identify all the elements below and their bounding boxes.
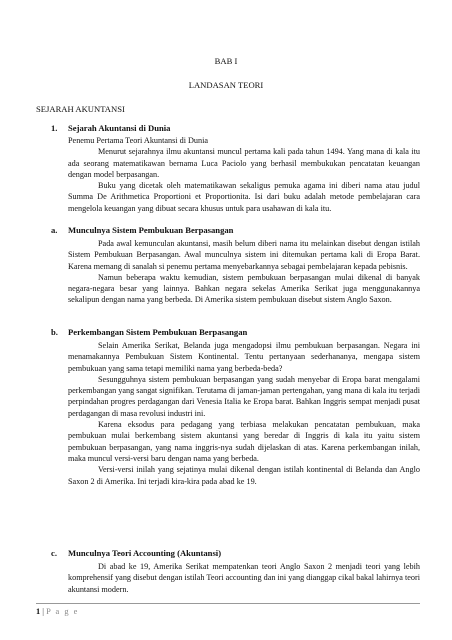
subtitle: Penemu Pertama Teori Akuntansi di Dunia [68, 136, 209, 145]
chapter-title: LANDASAN TEORI [188, 80, 264, 90]
paragraph: Karena eksodus para pedagang yang terbiasa melakukan pencatatan pembukuan, maka pembukuan mulai berkembang sistem akuntansi yang beredar di Inggris di kala itu yaitu sistem pembukuan berpasangan, yang nama inggris-nya sudah dijelaskan di atas. Karena perkembangan inilah, maka muncul versi-versi baru dengan nama yang berbeda. [68, 420, 420, 463]
chapter-label: BAB I [214, 56, 238, 66]
item-heading: Munculnya Teori Accounting (Akuntansi) [68, 548, 222, 558]
item-b-body [68, 340, 420, 487]
item-letter: a. [51, 225, 58, 235]
item-heading: Munculnya Sistem Pembukuan Berpasangan [68, 225, 234, 235]
item-c-body [68, 561, 420, 595]
paragraph: Menurut sejarahnya ilmu akuntansi muncul pertama kali pada tahun 1494. Yang mana di kala itu ada seorang matematikawan bernama Luca Paciolo yang berhasil membukukan pencatatan keuangan dengan model berpasangan. [68, 147, 420, 179]
footer-separator: | [42, 607, 44, 616]
item-letter: b. [51, 327, 58, 337]
paragraph: Di abad ke 19, Amerika Serikat mempatenkan teori Anglo Saxon 2 menjadi teori yang lebih komprehensif yang disebut dengan istilah Teori accounting dan ini yang dianggap cikal bakal lahirnya teori akuntansi modern. [68, 562, 420, 594]
item-heading: Perkembangan Sistem Pembukuan Berpasangan [68, 327, 248, 337]
paragraph: Selain Amerika Serikat, Belanda juga mengadopsi ilmu pembukuan berpasangan. Negara ini menamakannya Pembukuan Sistem Kontinental. Tentu pertanyaan sederhananya, mengapa sistem pembukuan yang sama tetapi memiliki nama yang berbeda-beda? [68, 341, 420, 373]
paragraph: Versi-versi inilah yang sejatinya mulai dikenal dengan istilah kontinental di Belanda dan Anglo Saxon 2 di Amerika. Ini terjadi kira-kira pada abad ke 19. [68, 465, 420, 486]
item1-body [68, 135, 420, 214]
item-number: 1. [51, 123, 58, 133]
item-a-body [68, 238, 420, 306]
paragraph: Namun beberapa waktu kemudian, sistem pembukuan berpasangan mulai dikenal di banyak negara-negara besar yang lainnya. Bahkan negara sekelas Amerika Serikat juga menggunakannya sekalipun dengan nama yang berbeda. Di Amerika sistem pembukuan disebut sistem Anglo Saxon. [68, 272, 420, 305]
page-word: P a g e [46, 607, 79, 616]
paragraph: Sesungguhnya sistem pembukuan berpasangan yang sudah menyebar di Eropa barat mengalami perkembangan yang sangat signifikan. Terutama di jaman-jaman pertengahan, yang mana di kala itu terjadi perpindahan progres perdagangan dari Venesia Italia ke Eropa barat. Bahkan Inggris sempat menjadi pusat perdagangan di masa revolusi industri ini. [68, 374, 420, 418]
item-heading: Sejarah Akuntansi di Dunia [68, 123, 171, 133]
page-number: 1 [36, 607, 41, 616]
paragraph: Buku yang dicetak oleh matematikawan sekaligus pemuka agama ini diberi nama atau judul Summa De Arithmetica Proportioni et Proportionita. Isi dari buku adalah metode pembelajaran cara mengelola keuangan yang dibuat secara khusus untuk para usahawan di kala itu. [68, 181, 420, 213]
paragraph: Pada awal kemunculan akuntansi, masih belum diberi nama itu melainkan disebut dengan istilah Sistem Pembukuan Berpasangan. Awal munculnya sistem ini ditemukan pertama kali di Eropa Barat. Karena memang di sanalah si penemu pertama menyebarkannya sebagai pembelajaran kepada pebisnis. [68, 239, 420, 271]
page-footer [36, 607, 79, 616]
footer-divider [36, 603, 420, 604]
item-letter: c. [51, 548, 57, 558]
section-heading: SEJARAH AKUNTANSI [36, 104, 125, 114]
